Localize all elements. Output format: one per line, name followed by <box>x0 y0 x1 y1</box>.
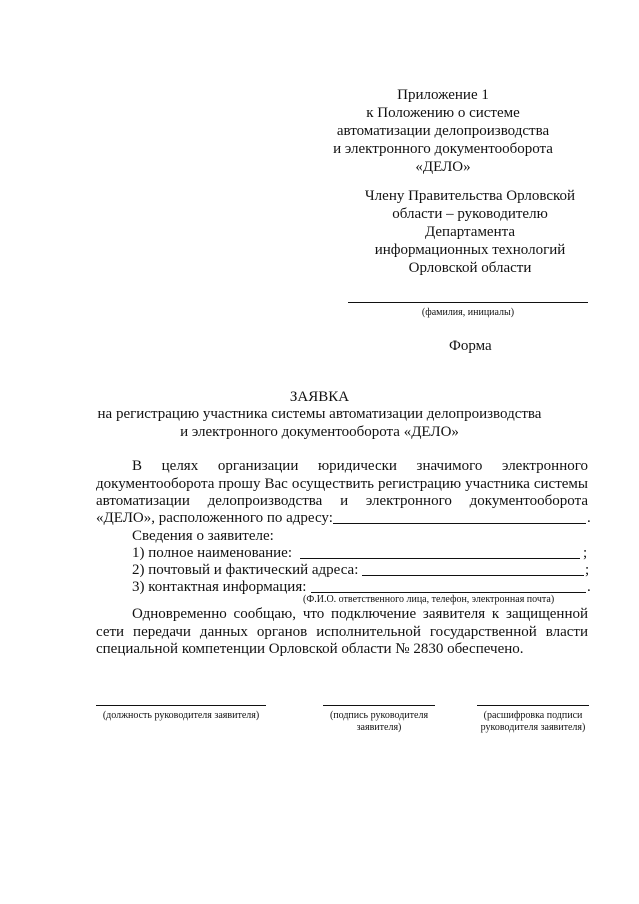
addressee-line: Орловской области <box>408 260 532 276</box>
applicant-item-name-label: 1) полное наименование: <box>132 545 292 561</box>
appendix-line: Приложение 1 <box>397 87 489 103</box>
paragraph-line: сети передачи данных органов исполнительной государственной власти <box>96 624 588 640</box>
paragraph-line: специальной компетенции Орловской области № 2830 обеспечено. <box>96 641 524 657</box>
paragraph-line: «ДЕЛО», расположенного по адресу: <box>96 510 333 526</box>
applicant-item-contact-label: 3) контактная информация: <box>132 579 307 595</box>
form-label: Форма <box>449 338 492 354</box>
signature-line <box>323 705 435 706</box>
applicant-item-end: ; <box>585 562 590 578</box>
applicant-item-address-label: 2) почтовый и фактический адреса: <box>132 562 359 578</box>
name-line <box>348 302 588 303</box>
applicant-item-end: ; <box>583 545 588 561</box>
document-subtitle: на регистрацию участника системы автоматизации делопроизводства <box>97 406 542 422</box>
addressee-line: области – руководителю <box>392 206 548 222</box>
appendix-line: к Положению о системе <box>366 105 520 121</box>
addressee-line: информационных технологий <box>374 242 566 258</box>
decoding-caption-line: (расшифровка подписи <box>483 710 583 721</box>
name-caption: (фамилия, инициалы) <box>421 307 515 318</box>
applicant-address-field <box>362 575 584 576</box>
signature-caption-line: заявителя) <box>356 722 402 733</box>
appendix-line: «ДЕЛО» <box>415 159 471 175</box>
signature-caption <box>309 710 449 734</box>
address-field <box>333 523 586 524</box>
paragraph-line: автоматизации делопроизводства и электронного документооборота <box>96 493 588 509</box>
document-title: ЗАЯВКА <box>289 389 350 405</box>
paragraph-line: Одновременно сообщаю, что подключение заявителя к защищенной <box>132 606 588 622</box>
position-line <box>96 705 266 706</box>
position-caption: (должность руководителя заявителя) <box>102 710 260 721</box>
paragraph-line: В целях организации юридически значимого электронного <box>132 458 588 474</box>
appendix-line: и электронного документооборота <box>333 141 553 157</box>
address-field-end: . <box>587 510 591 526</box>
contact-caption: (Ф.И.О. ответственного лица, телефон, электронная почта) <box>303 594 555 605</box>
addressee-line: Члену Правительства Орловской <box>364 188 576 204</box>
appendix-line: автоматизации делопроизводства <box>336 123 550 139</box>
paragraph-line: документооборота прошу Вас осуществить регистрацию участника системы <box>96 476 588 492</box>
decoding-line <box>477 705 589 706</box>
addressee-line: Департамента <box>424 224 516 240</box>
applicant-heading: Сведения о заявителе: <box>132 528 274 544</box>
applicant-contact-field <box>311 592 586 593</box>
decoding-caption-line: руководителя заявителя) <box>480 722 586 733</box>
appendix-block <box>330 86 556 176</box>
applicant-name-field <box>300 558 580 559</box>
addressee-block <box>345 187 595 277</box>
signature-caption-line: (подпись руководителя <box>329 710 429 721</box>
document-subtitle: и электронного документооборота «ДЕЛО» <box>180 424 459 440</box>
applicant-item-end: . <box>587 579 591 595</box>
decoding-caption <box>463 710 603 734</box>
